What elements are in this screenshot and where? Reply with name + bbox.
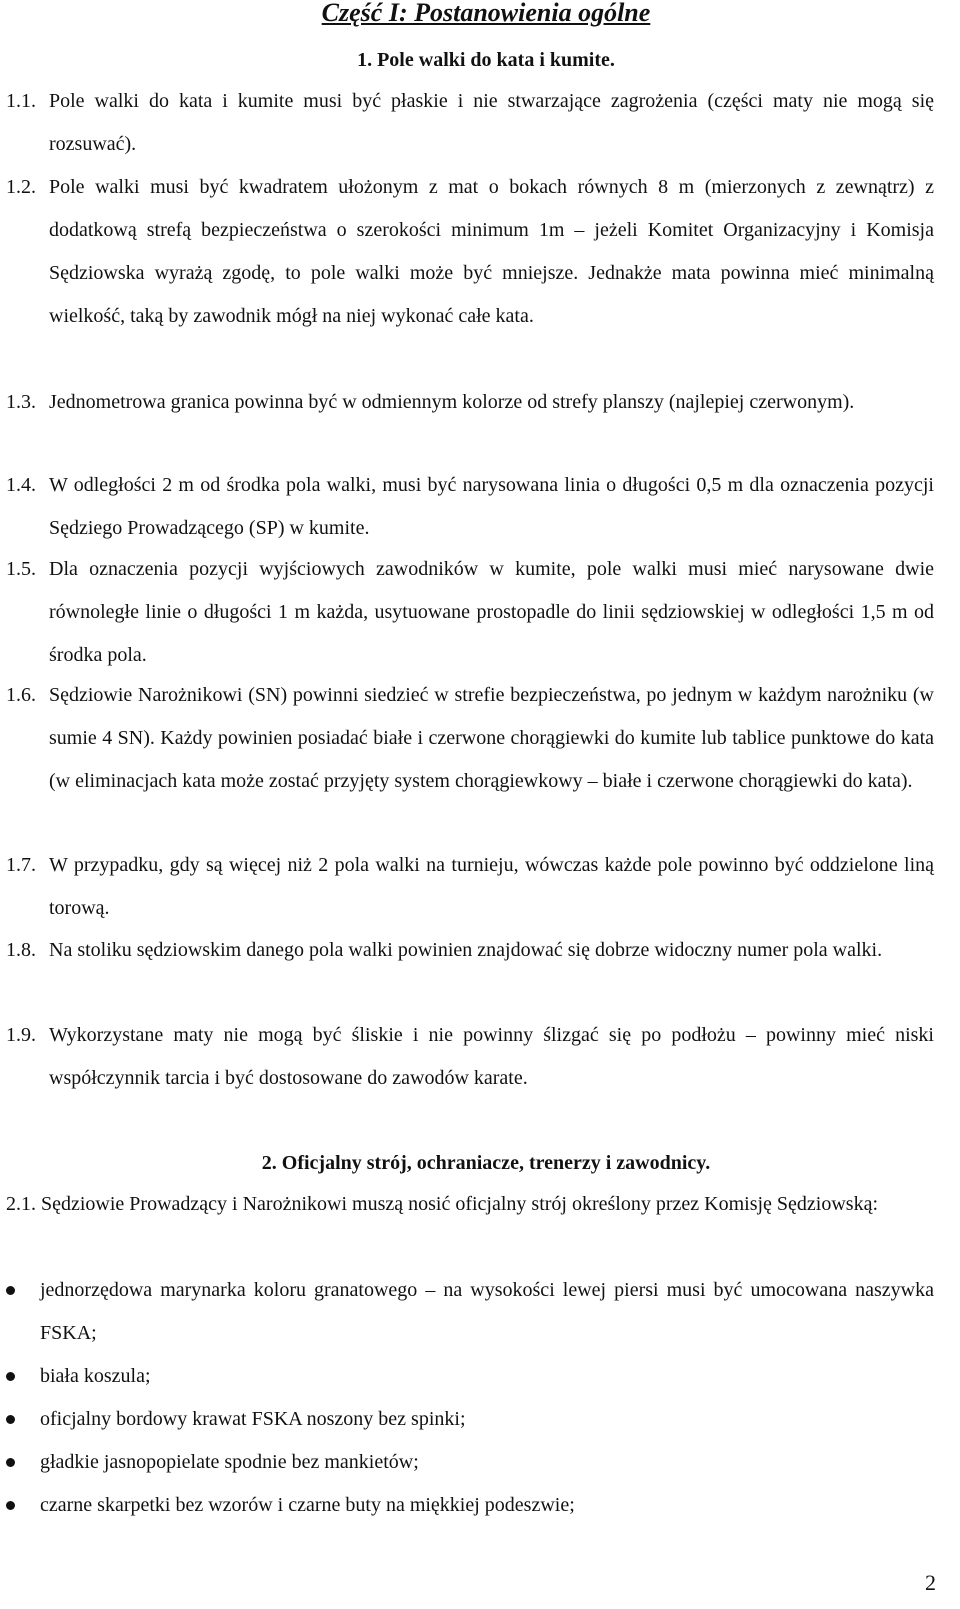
list-item xyxy=(6,1269,934,1355)
paragraph-text: Na stoliku sędziowskim danego pola walki powinien znajdować się dobrze widoczny numer pola walki. xyxy=(49,939,883,961)
paragraph-text: Jednometrowa granica powinna być w odmiennym kolorze od strefy planszy (najlepiej czerwonym). xyxy=(49,391,855,413)
list-item-text: gładkie jasnopopielate spodnie bez mankietów; xyxy=(40,1451,419,1473)
attire-bullet-list xyxy=(6,1269,934,1527)
paragraph-number: 1.6. xyxy=(6,684,36,706)
list-item-text: biała koszula; xyxy=(40,1365,151,1387)
paragraph-1-4 xyxy=(6,464,934,550)
list-item-text: jednorzędowa marynarka koloru granatowego – na wysokości lewej piersi musi być umocowana naszywka FSKA; xyxy=(40,1279,934,1344)
paragraph-number: 1.3. xyxy=(6,391,36,413)
paragraph-number: 2.1. xyxy=(6,1193,36,1215)
paragraph-text: W przypadku, gdy są więcej niż 2 pola walki na turnieju, wówczas każde pole powinno być oddzielone liną torową. xyxy=(49,854,934,919)
paragraph-1-7 xyxy=(6,844,934,930)
paragraph-number: 1.5. xyxy=(6,558,36,580)
part-title: Część I: Postanowienia ogólne xyxy=(321,0,651,27)
page-number: 2 xyxy=(925,1570,936,1595)
paragraph-1-1 xyxy=(6,80,934,166)
section-1-heading: 1. Pole walki do kata i kumite. xyxy=(357,49,615,71)
paragraph-text: Pole walki musi być kwadratem ułożonym z mat o bokach równych 8 m (mierzonych z zewnątrz) z dodatkową strefą bezpieczeństwa o szerokości minimum 1m – jeżeli Komitet Organizacyjny i Komisja Sędziowska wyrażą zgodę, to pole walki może być mniejsze. Jednakże mata powinna mieć minimalną wielkość, taką by zawodnik mógł na niej wykonać całe kata. xyxy=(49,176,934,327)
paragraph-number: 1.8. xyxy=(6,939,36,961)
paragraph-text: Dla oznaczenia pozycji wyjściowych zawodników w kumite, pole walki musi mieć narysowane dwie równoległe linie o długości 1 m każda, usytuowane prostopadle do linii sędziowskiej w odległości 1,5 m od środka pola. xyxy=(49,558,934,666)
paragraph-text: Pole walki do kata i kumite musi być płaskie i nie stwarzające zagrożenia (części maty nie mogą się rozsuwać). xyxy=(49,90,934,155)
paragraph-text: Sędziowie Prowadzący i Narożnikowi muszą nosić oficjalny strój określony przez Komisję Sędziowską: xyxy=(41,1193,879,1215)
paragraph-text: Sędziowie Narożnikowi (SN) powinni siedzieć w strefie bezpieczeństwa, po jednym w każdym narożniku (w sumie 4 SN). Każdy powinien posiadać białe i czerwone chorągiewki do kumite lub tablice punktowe do kata (w eliminacjach kata może zostać przyjęty system chorągiewkowy – białe i czerwone chorągiewki do kata). xyxy=(49,684,934,792)
paragraph-1-8 xyxy=(6,929,934,972)
paragraph-1-5 xyxy=(6,548,934,677)
paragraph-number: 1.7. xyxy=(6,854,36,876)
section-2-heading: 2. Oficjalny strój, ochraniacze, trenerzy i zawodnicy. xyxy=(261,1152,711,1174)
paragraph-1-3 xyxy=(6,381,934,424)
paragraph-number: 1.9. xyxy=(6,1024,36,1046)
list-item-text: oficjalny bordowy krawat FSKA noszony bez spinki; xyxy=(40,1408,466,1430)
paragraph-number: 1.4. xyxy=(6,474,36,496)
paragraph-2-1 xyxy=(6,1183,934,1226)
bullet-icon xyxy=(6,1286,15,1295)
bullet-icon xyxy=(6,1372,15,1381)
paragraph-1-9 xyxy=(6,1014,934,1100)
list-item-text: czarne skarpetki bez wzorów i czarne buty na miękkiej podeszwie; xyxy=(40,1494,575,1516)
paragraph-1-6 xyxy=(6,674,934,803)
paragraph-text: Wykorzystane maty nie mogą być śliskie i nie powinny ślizgać się po podłożu – powinny mieć niski współczynnik tarcia i być dostosowane do zawodów karate. xyxy=(49,1024,934,1089)
list-item xyxy=(6,1398,934,1441)
paragraph-text: W odległości 2 m od środka pola walki, musi być narysowana linia o długości 0,5 m dla oznaczenia pozycji Sędziego Prowadzącego (SP) w kumite. xyxy=(49,474,934,539)
paragraph-number: 1.2. xyxy=(6,176,36,198)
paragraph-number: 1.1. xyxy=(6,90,36,112)
bullet-icon xyxy=(6,1415,15,1424)
list-item xyxy=(6,1484,934,1527)
list-item xyxy=(6,1441,934,1484)
bullet-icon xyxy=(6,1501,15,1510)
bullet-icon xyxy=(6,1458,15,1467)
paragraph-1-2 xyxy=(6,166,934,338)
list-item xyxy=(6,1355,934,1398)
